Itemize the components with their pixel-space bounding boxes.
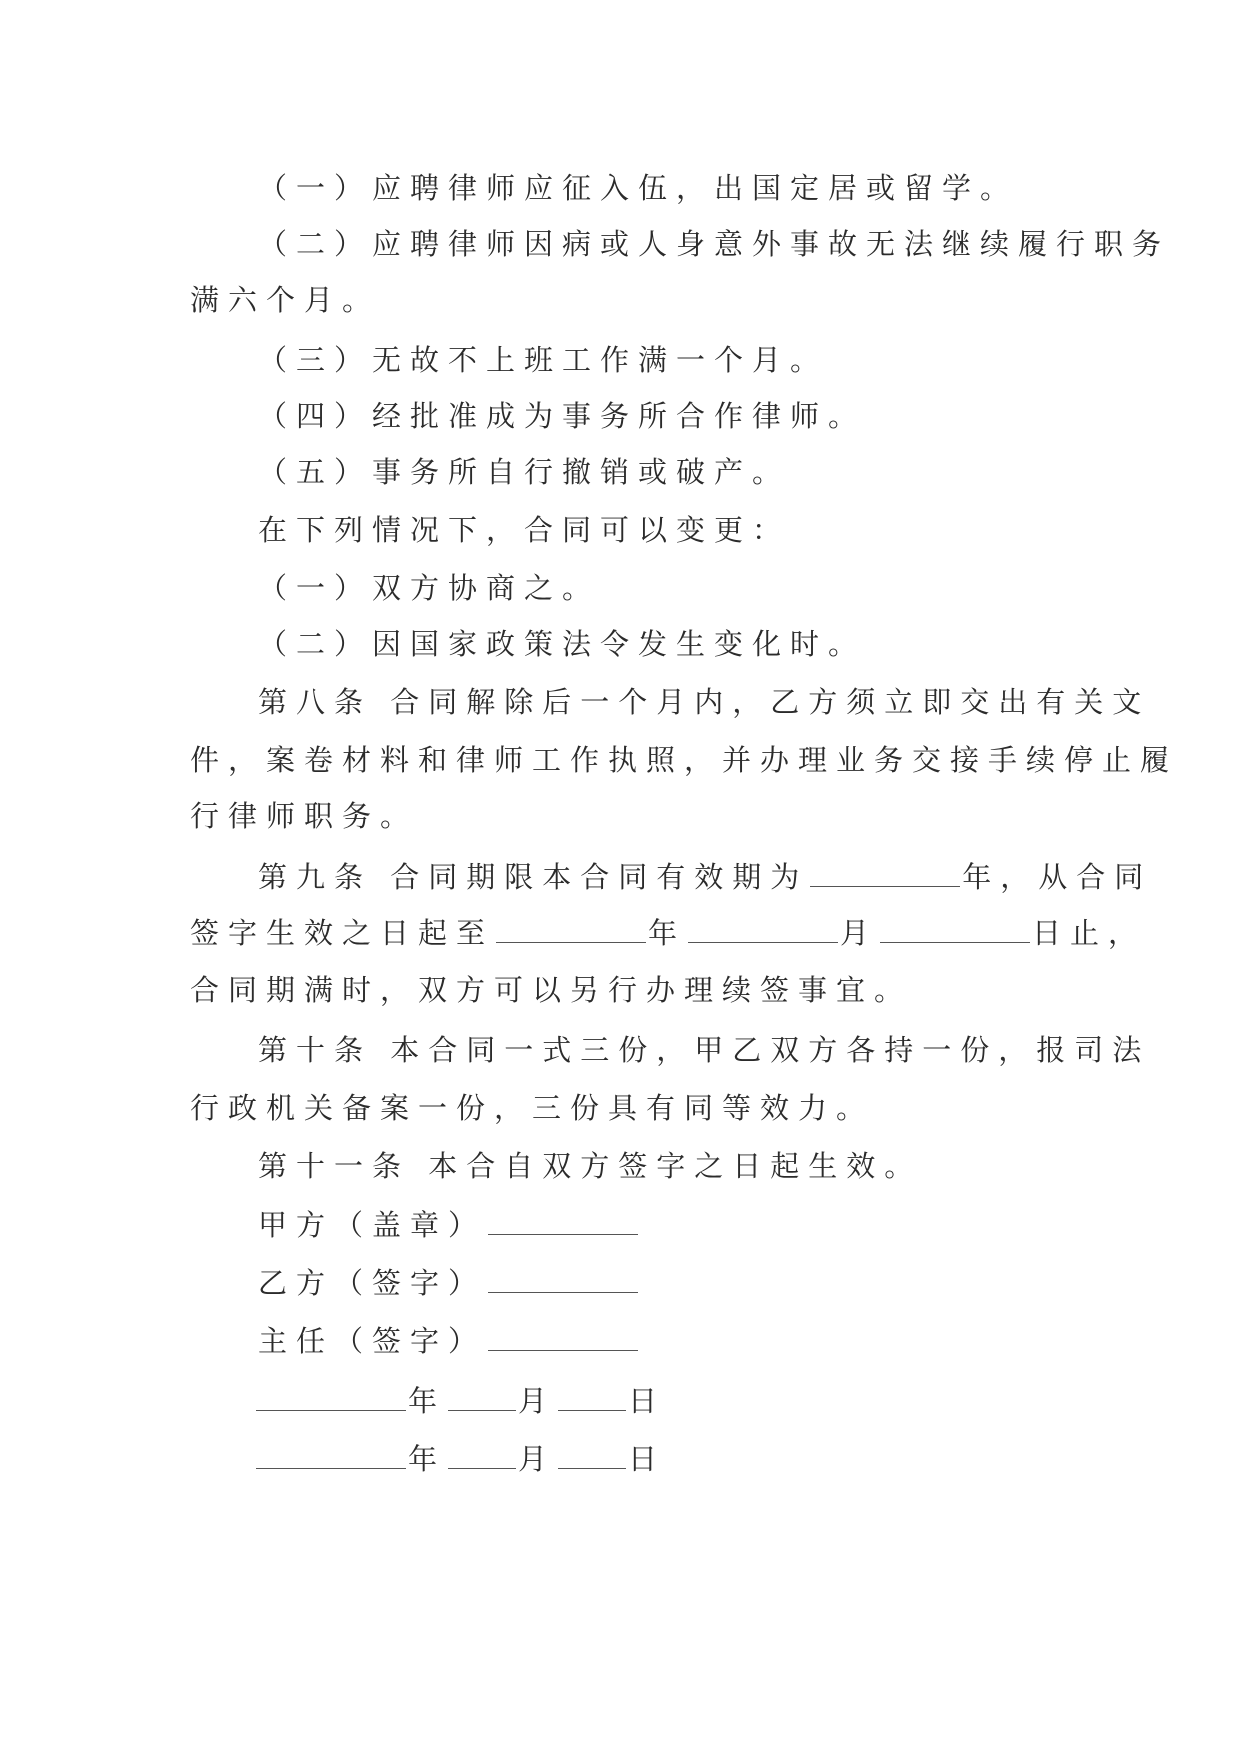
clause-line: 满六个月。 xyxy=(190,283,381,317)
article-8-line: 第八条 合同解除后一个月内，乙方须立即交出有关文 xyxy=(258,685,1151,719)
clause-line: （五）事务所自行撤销或破产。 xyxy=(258,455,791,489)
clause-line: （一）应聘律师应征入伍，出国定居或留学。 xyxy=(258,171,1019,205)
date-year-blank[interactable] xyxy=(256,1438,406,1469)
end-month-blank[interactable] xyxy=(688,912,838,943)
clause-line: （二）应聘律师因病或人身意外事故无法继续履行职务 xyxy=(258,227,1171,261)
month-label: 月 xyxy=(518,1442,557,1476)
article-9-text: 月 xyxy=(840,916,879,950)
clause-line: （一）双方协商之。 xyxy=(258,571,601,605)
party-b-signature-line xyxy=(258,1262,640,1303)
day-label: 日 xyxy=(628,1384,667,1418)
article-9-text: 签字生效之日起至 xyxy=(190,916,495,950)
day-label: 日 xyxy=(628,1442,667,1476)
director-signature-line xyxy=(258,1320,640,1361)
article-8-line: 行律师职务。 xyxy=(190,799,419,833)
director-signature-blank[interactable] xyxy=(488,1320,638,1351)
article-9-line: 合同期满时，双方可以另行办理续签事宜。 xyxy=(190,973,913,1007)
article-9-text: 第九条 合同期限本合同有效期为 xyxy=(258,860,809,894)
article-9-text: 年 xyxy=(648,916,687,950)
end-year-blank[interactable] xyxy=(496,912,646,943)
party-b-label: 乙方（签字） xyxy=(258,1266,487,1300)
date-day-blank[interactable] xyxy=(558,1438,626,1469)
term-years-blank[interactable] xyxy=(810,856,960,887)
date-month-blank[interactable] xyxy=(448,1438,516,1469)
end-day-blank[interactable] xyxy=(880,912,1030,943)
year-label: 年 xyxy=(408,1442,447,1476)
date-day-blank[interactable] xyxy=(558,1380,626,1411)
party-b-signature-blank[interactable] xyxy=(488,1262,638,1293)
director-label: 主任（签字） xyxy=(258,1324,487,1358)
date-year-blank[interactable] xyxy=(256,1380,406,1411)
party-a-seal-blank[interactable] xyxy=(488,1204,638,1235)
article-9-text: 日止， xyxy=(1032,916,1147,950)
article-10-line: 第十条 本合同一式三份，甲乙双方各持一份，报司法 xyxy=(258,1033,1151,1067)
article-10-line: 行政机关备案一份，三份具有同等效力。 xyxy=(190,1091,875,1125)
date-month-blank[interactable] xyxy=(448,1380,516,1411)
party-a-signature-line xyxy=(258,1204,640,1245)
date-line xyxy=(254,1438,666,1479)
article-8-line: 件，案卷材料和律师工作执照，并办理业务交接手续停止履 xyxy=(190,743,1179,777)
party-a-label: 甲方（盖章） xyxy=(258,1208,487,1242)
clause-line: （三）无故不上班工作满一个月。 xyxy=(258,343,829,377)
article-11-line: 第十一条 本合自双方签字之日起生效。 xyxy=(258,1149,923,1183)
article-9-line xyxy=(258,856,1152,897)
clause-line: （四）经批准成为事务所合作律师。 xyxy=(258,399,867,433)
clause-line: （二）因国家政策法令发生变化时。 xyxy=(258,627,867,661)
year-label: 年 xyxy=(408,1384,447,1418)
month-label: 月 xyxy=(518,1384,557,1418)
clause-line: 在下列情况下，合同可以变更： xyxy=(258,513,791,547)
article-9-line xyxy=(190,912,1146,953)
date-line xyxy=(254,1380,666,1421)
article-9-text: 年，从合同 xyxy=(962,860,1153,894)
